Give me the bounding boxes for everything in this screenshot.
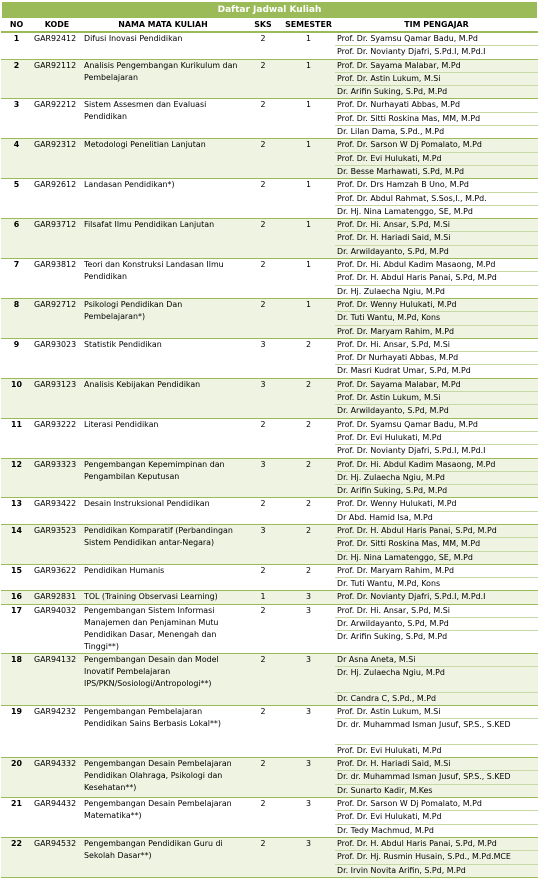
row-tim-pengajar [335,604,538,653]
row-nama: Desain Instruksional Pendidikan [82,498,244,525]
row-tim-pengajar [335,32,538,59]
teacher-name: Prof. Dr. Wenny Hulukati, M.Pd [335,299,538,312]
row-no: 4 [1,139,32,179]
table-row [1,32,538,59]
teacher-name: Prof. Dr. Sarson W Dj Pomalato, M.Pd [335,798,538,811]
teacher-name: Dr. Lilan Dama, S.Pd., M.Pd [337,127,445,137]
row-kode: GAR93712 [32,219,82,259]
row-nama: Pengembangan Pembelajaran Pendidikan Sains Berbasis Lokal**) [82,705,244,757]
row-kode: GAR93422 [32,498,82,525]
row-no: 22 [1,837,32,877]
row-no: 20 [1,758,32,798]
teacher-name: Prof. Dr. Drs Hamzah B Uno, M.Pd [335,179,538,192]
row-tim-pengajar [335,837,538,877]
teacher-name: Dr. Arifin Suking, S.Pd, M.Pd [337,486,448,496]
row-nama: Landasan Pendidikan*) [82,179,244,219]
row-tim-pengajar [335,591,538,604]
row-semester: 3 [282,653,335,705]
teacher-name: Dr. Tuti Wantu, M.Pd, Kons [335,312,538,325]
row-semester: 2 [282,524,335,564]
row-tim-pengajar [335,653,538,705]
row-sks: 2 [244,653,282,705]
teacher-name: Prof. Dr. Novianty Djafri, S.Pd.I, M.Pd.I [337,47,486,57]
row-nama: Sistem Assesmen dan Evaluasi Pendidikan [82,99,244,139]
teacher-name: Prof. Dr Nurhayati Abbas, M.Pd [335,352,538,365]
row-semester: 2 [282,458,335,498]
row-tim-pengajar [335,498,538,525]
row-semester: 2 [282,418,335,458]
row-sks: 2 [244,32,282,59]
table-row [1,59,538,99]
teacher-name: Prof. Dr. Novianty Djafri, S.Pd.I, M.Pd.I [337,592,486,602]
row-sks: 2 [244,498,282,525]
row-kode: GAR92612 [32,179,82,219]
header-no: NO [1,19,32,32]
row-sks: 2 [244,758,282,798]
row-nama: Pengembangan Pendidikan Guru di Sekolah Dasar**) [82,837,244,877]
row-tim-pengajar [335,139,538,179]
row-semester: 2 [282,564,335,591]
row-semester: 1 [282,219,335,259]
row-sks: 2 [244,259,282,299]
teacher-name: Prof. Dr. Sayama Malabar, M.Pd [335,379,538,392]
table-row [1,418,538,458]
row-no: 6 [1,219,32,259]
row-kode: GAR93812 [32,259,82,299]
row-semester: 1 [282,32,335,59]
row-tim-pengajar [335,99,538,139]
teacher-name: Prof. Dr. Hi. Abdul Kadim Masaong, M.Pd [335,259,538,272]
row-semester: 3 [282,604,335,653]
teacher-name: Dr. Candra C, S.Pd., M.Pd [337,693,436,703]
row-sks: 2 [244,564,282,591]
teacher-name: Dr. Irvin Novita Arifin, S.Pd, M.Pd [337,865,466,875]
teacher-name: Prof. Dr. Sitti Roskina Mas, MM, M.Pd [335,538,538,551]
row-sks: 3 [244,458,282,498]
row-tim-pengajar [335,418,538,458]
table-row [1,99,538,139]
row-tim-pengajar [335,298,538,338]
row-semester: 1 [282,99,335,139]
teacher-name: Prof. Dr. Abdul Rahmat, S.Sos,I., M.Pd. [335,193,538,206]
row-nama: Pengembangan Desain Pembelajaran Pendidikan Olahraga, Psikologi dan Kesehatan**) [82,758,244,798]
teacher-name: Dr. Arifin Suking, S.Pd, M.Pd [337,632,448,642]
table-row [1,798,538,838]
table-row [1,259,538,299]
row-tim-pengajar [335,798,538,838]
row-semester: 1 [282,298,335,338]
teacher-name: Dr. Arwildayanto, S.Pd, M.Pd [337,246,449,256]
row-nama: Pengembangan Desain dan Model Inovatif Pembelajaran IPS/PKN/Sosiologi/Antropologi**) [82,653,244,705]
teacher-name: Dr. Hj. Zulaecha Ngiu, M.Pd [335,667,538,693]
teacher-name: Prof. Dr. Astin Lukum, M.Si [335,73,538,86]
row-no: 18 [1,653,32,705]
row-no: 15 [1,564,32,591]
row-nama: Analisis Kebijakan Pendidikan [82,378,244,418]
row-sks: 2 [244,418,282,458]
table-row [1,498,538,525]
row-no: 21 [1,798,32,838]
header-tim: TIM PENGAJAR [335,19,538,32]
teacher-name: Prof. Dr. H. Abdul Haris Panai, S.Pd, M.Pd [335,272,538,285]
row-semester: 3 [282,798,335,838]
teacher-name: Prof. Dr. Syamsu Qamar Badu, M.Pd [335,419,538,432]
header-sks: SKS [244,19,282,32]
teacher-name: Dr. Sunarto Kadir, M.Kes [337,785,433,795]
row-nama: Psikologi Pendidikan Dan Pembelajaran*) [82,298,244,338]
schedule-table [1,19,538,878]
row-sks: 2 [244,298,282,338]
row-kode: GAR93023 [32,338,82,378]
teacher-name: Prof. Dr. H. Hariadi Said, M.Si [335,232,538,245]
row-nama: Metodologi Penelitian Lanjutan [82,139,244,179]
row-no: 5 [1,179,32,219]
row-kode: GAR92112 [32,59,82,99]
row-tim-pengajar [335,758,538,798]
row-kode: GAR94332 [32,758,82,798]
row-kode: GAR93622 [32,564,82,591]
header-nama: NAMA MATA KULIAH [82,19,244,32]
teacher-name: Prof. Dr. Evi Hulukati, M.Pd [335,432,538,445]
row-kode: GAR94132 [32,653,82,705]
row-nama: TOL (Training Observasi Learning) [82,591,244,604]
table-row [1,564,538,591]
teacher-name: Prof. Dr. Evi Hulukati, M.Pd [337,745,442,755]
row-semester: 1 [282,59,335,99]
schedule-sheet [1,1,538,878]
teacher-name: Dr. Arwildayanto, S.Pd, M.Pd [335,618,538,631]
row-semester: 2 [282,498,335,525]
teacher-name: Prof. Dr. Hj. Rusmin Husain, S.Pd., M.Pd.MCE [335,851,538,864]
table-row [1,705,538,757]
row-semester: 1 [282,259,335,299]
row-tim-pengajar [335,524,538,564]
row-semester: 3 [282,591,335,604]
table-row [1,758,538,798]
teacher-name: Prof. Dr. Astin Lukum, M.Si [335,706,538,719]
teacher-name: Prof. Dr. Nurhayati Abbas, M.Pd [335,99,538,112]
row-tim-pengajar [335,179,538,219]
teacher-name: Dr. Masri Kudrat Umar, S.Pd, M.Pd [337,366,471,376]
row-no: 7 [1,259,32,299]
row-kode: GAR93123 [32,378,82,418]
row-sks: 2 [244,99,282,139]
row-kode: GAR94432 [32,798,82,838]
row-kode: GAR92412 [32,32,82,59]
row-no: 8 [1,298,32,338]
row-sks: 2 [244,219,282,259]
row-semester: 1 [282,139,335,179]
row-sks: 3 [244,378,282,418]
teacher-name: Prof. Dr. H. Abdul Haris Panai, S.Pd, M.Pd [335,838,538,851]
teacher-name: Dr. dr. Muhammad Isman Jusuf, SP.S., S.KED [335,719,538,745]
table-row [1,524,538,564]
row-kode: GAR94032 [32,604,82,653]
teacher-name: Prof. Dr. Hi. Ansar, S.Pd, M.Si [335,219,538,232]
row-no: 10 [1,378,32,418]
table-row [1,219,538,259]
row-tim-pengajar [335,219,538,259]
row-tim-pengajar [335,458,538,498]
row-kode: GAR92312 [32,139,82,179]
table-row [1,591,538,604]
row-nama: Filsafat Ilmu Pendidikan Lanjutan [82,219,244,259]
row-tim-pengajar [335,259,538,299]
row-nama: Pengembangan Sistem Informasi Manajemen dan Penjaminan Mutu Pendidikan Dasar, Menengah dan Tinggi**) [82,604,244,653]
row-kode: GAR92712 [32,298,82,338]
page-title: Daftar Jadwal Kuliah [1,1,538,19]
teacher-name: Prof. Dr. Hi. Ansar, S.Pd, M.Si [335,605,538,618]
teacher-name: Dr. Hj. Nina Lamatenggo, SE, M.Pd [337,552,473,562]
table-row [1,179,538,219]
teacher-name: Prof. Dr. Hi. Ansar, S.Pd, M.Si [335,339,538,352]
row-kode: GAR94532 [32,837,82,877]
teacher-name: Prof. Dr. Syamsu Qamar Badu, M.Pd [335,33,538,46]
row-sks: 2 [244,705,282,757]
row-tim-pengajar [335,338,538,378]
row-sks: 2 [244,59,282,99]
row-semester: 3 [282,758,335,798]
row-kode: GAR92831 [32,591,82,604]
table-row [1,458,538,498]
row-semester: 3 [282,837,335,877]
teacher-name: Dr Abd. Hamid Isa, M.Pd [337,512,433,522]
row-sks: 2 [244,798,282,838]
row-no: 11 [1,418,32,458]
teacher-name: Prof. Dr. Astin Lukum, M.Si [335,392,538,405]
row-sks: 2 [244,837,282,877]
teacher-name: Prof. Dr. Hi. Abdul Kadim Masaong, M.Pd [335,459,538,472]
row-no: 19 [1,705,32,757]
row-nama: Statistik Pendidikan [82,338,244,378]
row-no: 9 [1,338,32,378]
row-sks: 2 [244,139,282,179]
row-kode: GAR92212 [32,99,82,139]
row-sks: 3 [244,524,282,564]
row-nama: Pendidikan Humanis [82,564,244,591]
row-semester: 3 [282,705,335,757]
teacher-name: Prof. Dr. Wenny Hulukati, M.Pd [335,498,538,511]
table-row [1,653,538,705]
row-tim-pengajar [335,378,538,418]
teacher-name: Prof. Dr. Maryam Rahim, M.Pd [335,565,538,578]
row-nama: Analisis Pengembangan Kurikulum dan Pembelajaran [82,59,244,99]
row-nama: Pengembangan Kepemimpinan dan Pengambilan Keputusan [82,458,244,498]
table-row [1,837,538,877]
row-no: 13 [1,498,32,525]
table-row [1,378,538,418]
teacher-name: Dr. Arwildayanto, S.Pd, M.Pd [337,406,449,416]
table-row [1,338,538,378]
teacher-name: Dr. Hj. Zulaecha Ngiu, M.Pd [335,472,538,485]
teacher-name: Prof. Dr. H. Abdul Haris Panai, S.Pd, M.Pd [335,525,538,538]
row-no: 1 [1,32,32,59]
teacher-name: Prof. Dr. Novianty Djafri, S.Pd.I, M.Pd.I [337,446,486,456]
table-header [1,19,538,32]
row-nama: Literasi Pendidikan [82,418,244,458]
header-semester: SEMESTER [282,19,335,32]
row-semester: 1 [282,179,335,219]
teacher-name: Dr. dr. Muhammad Isman Jusuf, SP.S., S.KED [335,771,538,784]
row-sks: 1 [244,591,282,604]
teacher-name: Prof. Dr. H. Hariadi Said, M.Si [335,758,538,771]
row-sks: 3 [244,338,282,378]
table-body [1,32,538,877]
table-row [1,298,538,338]
table-row [1,139,538,179]
row-no: 12 [1,458,32,498]
row-no: 17 [1,604,32,653]
row-nama: Pendidikan Komparatif (Perbandingan Sistem Pendidikan antar-Negara) [82,524,244,564]
header-kode: KODE [32,19,82,32]
teacher-name: Dr. Hj. Nina Lamatenggo, SE, M.Pd [337,206,473,216]
row-sks: 2 [244,179,282,219]
row-nama: Teori dan Konstruksi Landasan Ilmu Pendidikan [82,259,244,299]
row-sks: 2 [244,604,282,653]
table-row [1,604,538,653]
row-nama: Pengembangan Desain Pembelajaran Matematika**) [82,798,244,838]
row-kode: GAR93523 [32,524,82,564]
row-kode: GAR93323 [32,458,82,498]
row-kode: GAR94232 [32,705,82,757]
teacher-name: Prof. Dr. Maryam Rahim, M.Pd [337,326,455,336]
teacher-name: Prof. Dr. Sayama Malabar, M.Pd [335,60,538,73]
teacher-name: Dr. Besse Marhawati, S.Pd, M.Pd [337,166,465,176]
row-no: 2 [1,59,32,99]
teacher-name: Prof. Dr. Sarson W Dj Pomalato, M.Pd [335,139,538,152]
row-tim-pengajar [335,705,538,757]
teacher-name: Dr. Arifin Suking, S.Pd, M.Pd [337,87,448,97]
row-nama: Difusi Inovasi Pendidikan [82,32,244,59]
teacher-name: Dr. Hj. Zulaecha Ngiu, M.Pd [337,286,445,296]
teacher-name: Prof. Dr. Evi Hulukati, M.Pd [335,811,538,824]
row-no: 14 [1,524,32,564]
row-semester: 2 [282,378,335,418]
teacher-name: Dr. Tuti Wantu, M.Pd, Kons [337,579,441,589]
row-kode: GAR93222 [32,418,82,458]
row-no: 3 [1,99,32,139]
row-no: 16 [1,591,32,604]
teacher-name: Dr Asna Aneta, M.Si [335,654,538,667]
teacher-name: Dr. Tedy Machmud, M.Pd [337,825,434,835]
row-tim-pengajar [335,564,538,591]
teacher-name: Prof. Dr. Sitti Roskina Mas, MM, M.Pd [335,113,538,126]
teacher-name: Prof. Dr. Evi Hulukati, M.Pd [335,153,538,166]
row-semester: 2 [282,338,335,378]
row-tim-pengajar [335,59,538,99]
